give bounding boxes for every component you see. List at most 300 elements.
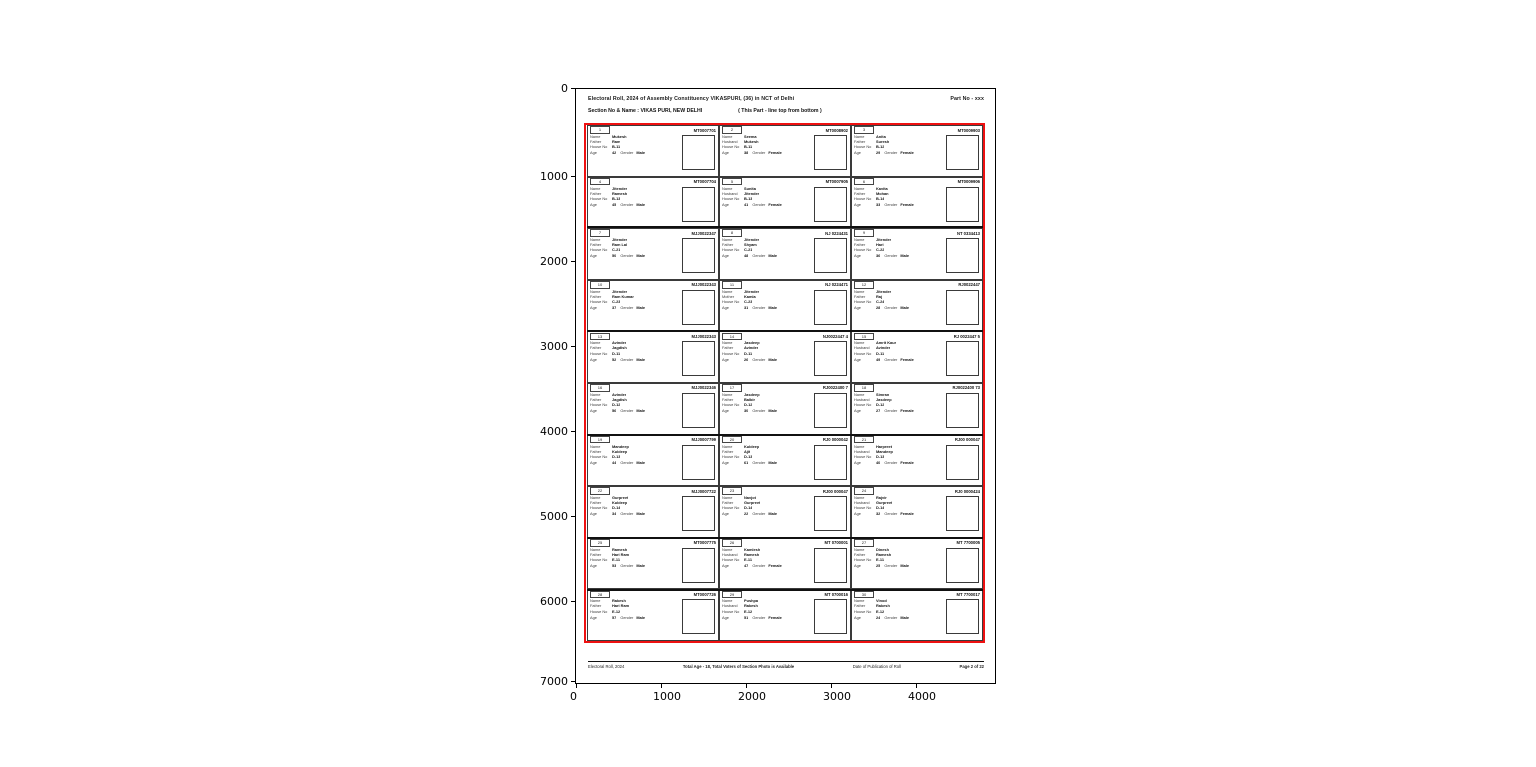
elector-epic-number: MT0009903 [957, 127, 980, 133]
name-label: Name [590, 185, 601, 191]
house-value: D-13 [876, 453, 885, 459]
name-label: Name [590, 391, 601, 397]
house-value: D-13 [744, 453, 753, 459]
elector-photo [946, 445, 979, 480]
house-label: House No [722, 298, 740, 304]
elector-epic-number: MT0009906 [957, 179, 980, 185]
relation-label: Husband [854, 500, 870, 506]
name-value: Kuldeep [744, 443, 760, 449]
elector-fields [590, 340, 669, 361]
name-value: Gurpreet [612, 495, 629, 501]
elector-serial-number: 8 [722, 229, 742, 237]
name-value: Vinod [876, 598, 887, 604]
relation-label: Father [854, 139, 866, 145]
house-label: House No [590, 453, 608, 459]
relation-label: Father [590, 190, 602, 196]
elector-card-body [590, 237, 716, 279]
age-value: 38 [744, 150, 749, 156]
relation-value: Avinder [876, 345, 891, 351]
elector-field-row [854, 247, 933, 252]
gender-value: Male [636, 305, 645, 311]
elector-age-gender-row [722, 511, 801, 516]
relation-value: Shyam [744, 242, 757, 248]
name-label: Name [590, 340, 601, 346]
name-label: Name [590, 134, 601, 139]
elector-serial-number: 9 [854, 229, 874, 237]
house-label: House No [854, 247, 872, 253]
relation-label: Husband [854, 345, 870, 351]
age-value: 25 [876, 563, 881, 569]
name-value: Sunita [744, 185, 756, 191]
gender-value: Male [768, 253, 777, 259]
relation-label: Father [722, 345, 734, 351]
relation-value: Ramesh [744, 551, 760, 557]
elector-fields [590, 237, 669, 258]
name-label: Name [854, 391, 865, 397]
house-label: House No [854, 453, 872, 459]
elector-epic-number: MT0007704 [693, 179, 716, 185]
y-tick-5000: 5000 [540, 510, 568, 523]
elector-card-header [722, 127, 848, 133]
elector-fields [590, 134, 669, 155]
age-value: 22 [744, 511, 749, 517]
gender-label: Gender [752, 305, 766, 311]
gender-label: Gender [620, 511, 634, 517]
elector-card-header [722, 591, 848, 597]
relation-label: Father [854, 293, 866, 299]
elector-card-header [590, 488, 716, 494]
elector-card-body [590, 340, 716, 382]
y-tick-7000: 7000 [540, 675, 568, 688]
gender-value: Female [768, 614, 782, 620]
house-value: E-12 [744, 608, 753, 614]
elector-field-row [590, 557, 669, 562]
house-value: D-12 [744, 402, 753, 408]
elector-serial-number: 1 [590, 126, 610, 134]
row-band [587, 434, 983, 436]
relation-value: Ram Kumar [612, 293, 634, 299]
house-value: C-21 [744, 247, 753, 253]
relation-value: Ajit [744, 448, 751, 454]
relation-value: Kuldeep [612, 500, 628, 506]
age-value: 61 [744, 459, 749, 465]
relation-label: Husband [854, 448, 870, 454]
house-label: House No [590, 298, 608, 304]
name-value: Kamlesh [744, 546, 761, 552]
elector-serial-number: 13 [590, 333, 610, 341]
gender-value: Female [768, 201, 782, 207]
gender-value: Male [768, 459, 777, 465]
elector-serial-number: 11 [722, 281, 742, 289]
house-value: D-11 [744, 350, 753, 356]
relation-value: Jasdeep [876, 397, 892, 403]
elector-serial-number: 21 [854, 436, 874, 444]
gender-label: Gender [884, 614, 898, 620]
elector-age-gender-row [854, 615, 933, 620]
relation-label: Husband [722, 139, 738, 145]
gender-label: Gender [884, 253, 898, 259]
name-value: Seema [744, 134, 757, 139]
elector-card-header [722, 179, 848, 185]
gender-label: Gender [752, 150, 766, 156]
elector-card-header [854, 385, 980, 391]
gender-value: Male [768, 408, 777, 414]
elector-card-body [590, 495, 716, 537]
age-value: 57 [612, 614, 617, 620]
elector-serial-number: 18 [854, 384, 874, 392]
elector-card-body [722, 134, 848, 176]
name-value: Jitender [612, 288, 628, 294]
elector-card [587, 486, 719, 538]
name-label: Name [854, 495, 865, 501]
age-value: 37 [612, 305, 617, 311]
name-value: Jitender [612, 237, 628, 243]
elector-card [851, 177, 983, 229]
section-bar [586, 106, 986, 115]
gender-label: Gender [620, 563, 634, 569]
elector-card [587, 280, 719, 332]
elector-field-row [590, 144, 669, 149]
age-label: Age [722, 408, 729, 414]
relation-label: Father [854, 551, 866, 557]
house-value: C-22 [876, 247, 885, 253]
elector-epic-number: NJ 0224431 [825, 230, 848, 236]
age-label: Age [722, 614, 729, 620]
elector-age-gender-row [722, 150, 801, 155]
elector-fields [590, 495, 669, 516]
elector-card [719, 331, 851, 383]
name-label: Name [722, 340, 733, 346]
elector-fields [854, 598, 933, 619]
elector-photo [946, 238, 979, 273]
age-label: Age [590, 614, 597, 620]
name-value: Rajvir [876, 495, 887, 501]
elector-card [719, 486, 851, 538]
gender-label: Gender [884, 408, 898, 414]
house-label: House No [854, 608, 872, 614]
elector-field-row [722, 144, 801, 149]
house-label: House No [590, 350, 608, 356]
elector-serial-number: 29 [722, 591, 742, 599]
age-label: Age [590, 201, 597, 207]
elector-epic-number: MT0008902 [825, 127, 848, 133]
elector-age-gender-row [590, 615, 669, 620]
gender-value: Male [636, 614, 645, 620]
elector-card-header [590, 540, 716, 546]
age-label: Age [722, 201, 729, 207]
gender-label: Gender [620, 614, 634, 620]
elector-field-row [854, 454, 933, 459]
elector-fields [722, 237, 801, 258]
elector-card-header [854, 333, 980, 339]
elector-epic-number: RJ00 000047 [822, 488, 848, 494]
relation-value: Mukesh [744, 139, 759, 145]
elector-fields [854, 547, 933, 568]
elector-card [851, 486, 983, 538]
house-value: E-11 [612, 556, 621, 562]
house-value: D-12 [876, 402, 885, 408]
age-label: Age [590, 150, 597, 156]
age-label: Age [854, 614, 861, 620]
gender-label: Gender [620, 356, 634, 362]
relation-label: Mother [722, 293, 735, 299]
elector-field-row [590, 454, 669, 459]
name-label: Name [854, 134, 865, 139]
name-value: Jitender [744, 237, 760, 243]
elector-serial-number: 5 [722, 178, 742, 186]
elector-photo [814, 445, 847, 480]
elector-card [587, 589, 719, 641]
elector-card [719, 538, 851, 590]
gender-value: Male [636, 150, 645, 156]
elector-field-row [590, 247, 669, 252]
gender-label: Gender [752, 459, 766, 465]
elector-card-body [722, 186, 848, 228]
elector-card-body [722, 392, 848, 434]
x-tick-4000: 4000 [908, 690, 936, 703]
elector-card-header [590, 127, 716, 133]
elector-card-body [854, 237, 980, 279]
gender-label: Gender [752, 614, 766, 620]
elector-card [719, 125, 851, 177]
elector-card [719, 280, 851, 332]
name-value: Pushpa [744, 598, 759, 604]
gender-value: Male [636, 459, 645, 465]
age-value: 30 [744, 408, 749, 414]
elector-epic-number: MJJ0022346 [691, 385, 716, 391]
elector-card [719, 177, 851, 229]
elector-card [851, 589, 983, 641]
elector-card [587, 435, 719, 487]
elector-card [851, 125, 983, 177]
elector-card [587, 177, 719, 229]
elector-field-row [854, 351, 933, 356]
house-label: House No [854, 298, 872, 304]
name-value: Harpreet [876, 443, 893, 449]
house-value: D-14 [876, 505, 885, 511]
elector-card-header [722, 385, 848, 391]
name-value: Avinder [612, 391, 627, 397]
y-tick-2000: 2000 [540, 255, 568, 268]
age-value: 47 [744, 563, 749, 569]
age-label: Age [590, 408, 597, 414]
house-value: D-11 [876, 350, 885, 356]
relation-label: Father [590, 500, 602, 506]
age-label: Age [854, 150, 861, 156]
house-value: B-14 [876, 195, 885, 201]
elector-card [587, 331, 719, 383]
relation-value: Ram Lal [612, 242, 628, 248]
elector-card [719, 589, 851, 641]
house-label: House No [590, 505, 608, 511]
age-value: 50 [612, 253, 617, 259]
elector-serial-number: 19 [590, 436, 610, 444]
relation-label: Husband [722, 551, 738, 557]
elector-field-row [854, 196, 933, 201]
elector-age-gender-row [854, 150, 933, 155]
gender-label: Gender [752, 511, 766, 517]
elector-photo [682, 238, 715, 273]
elector-photo [682, 290, 715, 325]
house-value: B-13 [744, 195, 753, 201]
name-label: Name [722, 237, 733, 243]
name-value: Avinder [612, 340, 627, 346]
house-label: House No [854, 402, 872, 408]
elector-age-gender-row [722, 253, 801, 258]
gender-value: Male [636, 511, 645, 517]
elector-card-header [590, 333, 716, 339]
elector-serial-number: 28 [590, 591, 610, 599]
relation-label: Father [590, 345, 602, 351]
elector-card-header [854, 127, 980, 133]
relation-value: Kamla [744, 293, 756, 299]
elector-age-gender-row [722, 305, 801, 310]
relation-value: Mohan [876, 190, 889, 196]
gender-label: Gender [752, 408, 766, 414]
elector-card-body [854, 289, 980, 331]
house-value: E-11 [744, 556, 753, 562]
elector-fields [854, 134, 933, 155]
house-value: E-11 [876, 556, 885, 562]
name-label: Name [590, 288, 601, 294]
elector-epic-number: RJ0022400 7 [822, 385, 848, 391]
name-label: Name [590, 237, 601, 243]
relation-label: Father [854, 242, 866, 248]
elector-photo [682, 135, 715, 170]
row-band [587, 226, 983, 228]
relation-label: Father [590, 293, 602, 299]
house-label: House No [722, 247, 740, 253]
elector-card-header [854, 179, 980, 185]
name-label: Name [722, 443, 733, 449]
house-value: C-23 [612, 298, 621, 304]
age-label: Age [854, 459, 861, 465]
house-label: House No [590, 402, 608, 408]
elector-photo [682, 599, 715, 634]
relation-label: Father [590, 139, 602, 145]
name-value: Anita [876, 134, 886, 139]
relation-value: Balbir [744, 397, 756, 403]
age-value: 28 [876, 305, 881, 311]
elector-age-gender-row [854, 511, 933, 516]
page-footer [588, 661, 984, 669]
elector-field-row [590, 402, 669, 407]
house-label: House No [854, 350, 872, 356]
elector-field-row [722, 557, 801, 562]
elector-card-header [722, 540, 848, 546]
age-label: Age [722, 305, 729, 311]
name-value: Jitender [744, 288, 760, 294]
age-value: 51 [744, 614, 749, 620]
name-label: Name [854, 340, 865, 346]
house-value: E-12 [876, 608, 885, 614]
y-tick-6000: 6000 [540, 595, 568, 608]
tick-mark [831, 684, 832, 688]
elector-photo [814, 599, 847, 634]
gender-label: Gender [620, 201, 634, 207]
elector-epic-number: MJJ0022347 [691, 230, 716, 236]
relation-value: Jitender [744, 190, 760, 196]
elector-card-body [590, 289, 716, 331]
age-label: Age [722, 511, 729, 517]
elector-card-header [590, 437, 716, 443]
elector-fields [590, 186, 669, 207]
age-label: Age [854, 201, 861, 207]
elector-serial-number: 24 [854, 487, 874, 495]
house-value: D-14 [744, 505, 753, 511]
elector-serial-number: 22 [590, 487, 610, 495]
elector-fields [854, 237, 933, 258]
elector-card [719, 383, 851, 435]
elector-photo [946, 135, 979, 170]
age-value: 27 [876, 408, 881, 414]
age-value: 56 [612, 408, 617, 414]
elector-card-body [854, 495, 980, 537]
name-label: Name [590, 443, 601, 449]
house-value: D-13 [612, 453, 621, 459]
elector-card-header [854, 488, 980, 494]
gender-value: Female [900, 356, 914, 362]
elector-card [851, 331, 983, 383]
elector-field-row [854, 402, 933, 407]
house-value: D-11 [612, 350, 621, 356]
gender-label: Gender [752, 253, 766, 259]
elector-age-gender-row [722, 408, 801, 413]
relation-label: Father [590, 448, 602, 454]
elector-epic-number: MT 0700001 [824, 540, 848, 546]
house-value: B-12 [876, 144, 885, 150]
relation-label: Father [854, 190, 866, 196]
house-value: B-11 [612, 144, 621, 150]
age-value: 41 [744, 201, 749, 207]
relation-value: Ramesh [876, 551, 892, 557]
age-label: Age [722, 563, 729, 569]
name-value: Ramesh [612, 546, 628, 552]
y-tick-0: 0 [561, 82, 568, 95]
elector-age-gender-row [722, 563, 801, 568]
age-value: 52 [612, 356, 617, 362]
y-tick-1000: 1000 [540, 170, 568, 183]
elector-card-body [722, 289, 848, 331]
gender-label: Gender [884, 201, 898, 207]
x-tick-2000: 2000 [738, 690, 766, 703]
elector-card-body [590, 547, 716, 589]
gender-value: Female [900, 201, 914, 207]
elector-photo [946, 290, 979, 325]
elector-epic-number: MJJ0022343 [691, 333, 716, 339]
elector-field-row [722, 351, 801, 356]
relation-value: Suresh [876, 139, 890, 145]
elector-epic-number: RJ0022400 73 [952, 385, 980, 391]
relation-label: Father [590, 603, 602, 609]
age-value: 42 [612, 150, 617, 156]
row-band [587, 330, 983, 332]
elector-card-body [590, 134, 716, 176]
elector-grid [587, 125, 983, 641]
elector-fields [590, 547, 669, 568]
elector-card [851, 435, 983, 487]
name-label: Name [590, 546, 601, 552]
age-label: Age [590, 511, 597, 517]
elector-age-gender-row [590, 202, 669, 207]
elector-card-body [590, 392, 716, 434]
elector-card-body [722, 547, 848, 589]
relation-value: Raj [876, 293, 883, 299]
elector-card-header [722, 437, 848, 443]
elector-fields [854, 392, 933, 413]
elector-fields [722, 598, 801, 619]
gender-label: Gender [884, 511, 898, 517]
